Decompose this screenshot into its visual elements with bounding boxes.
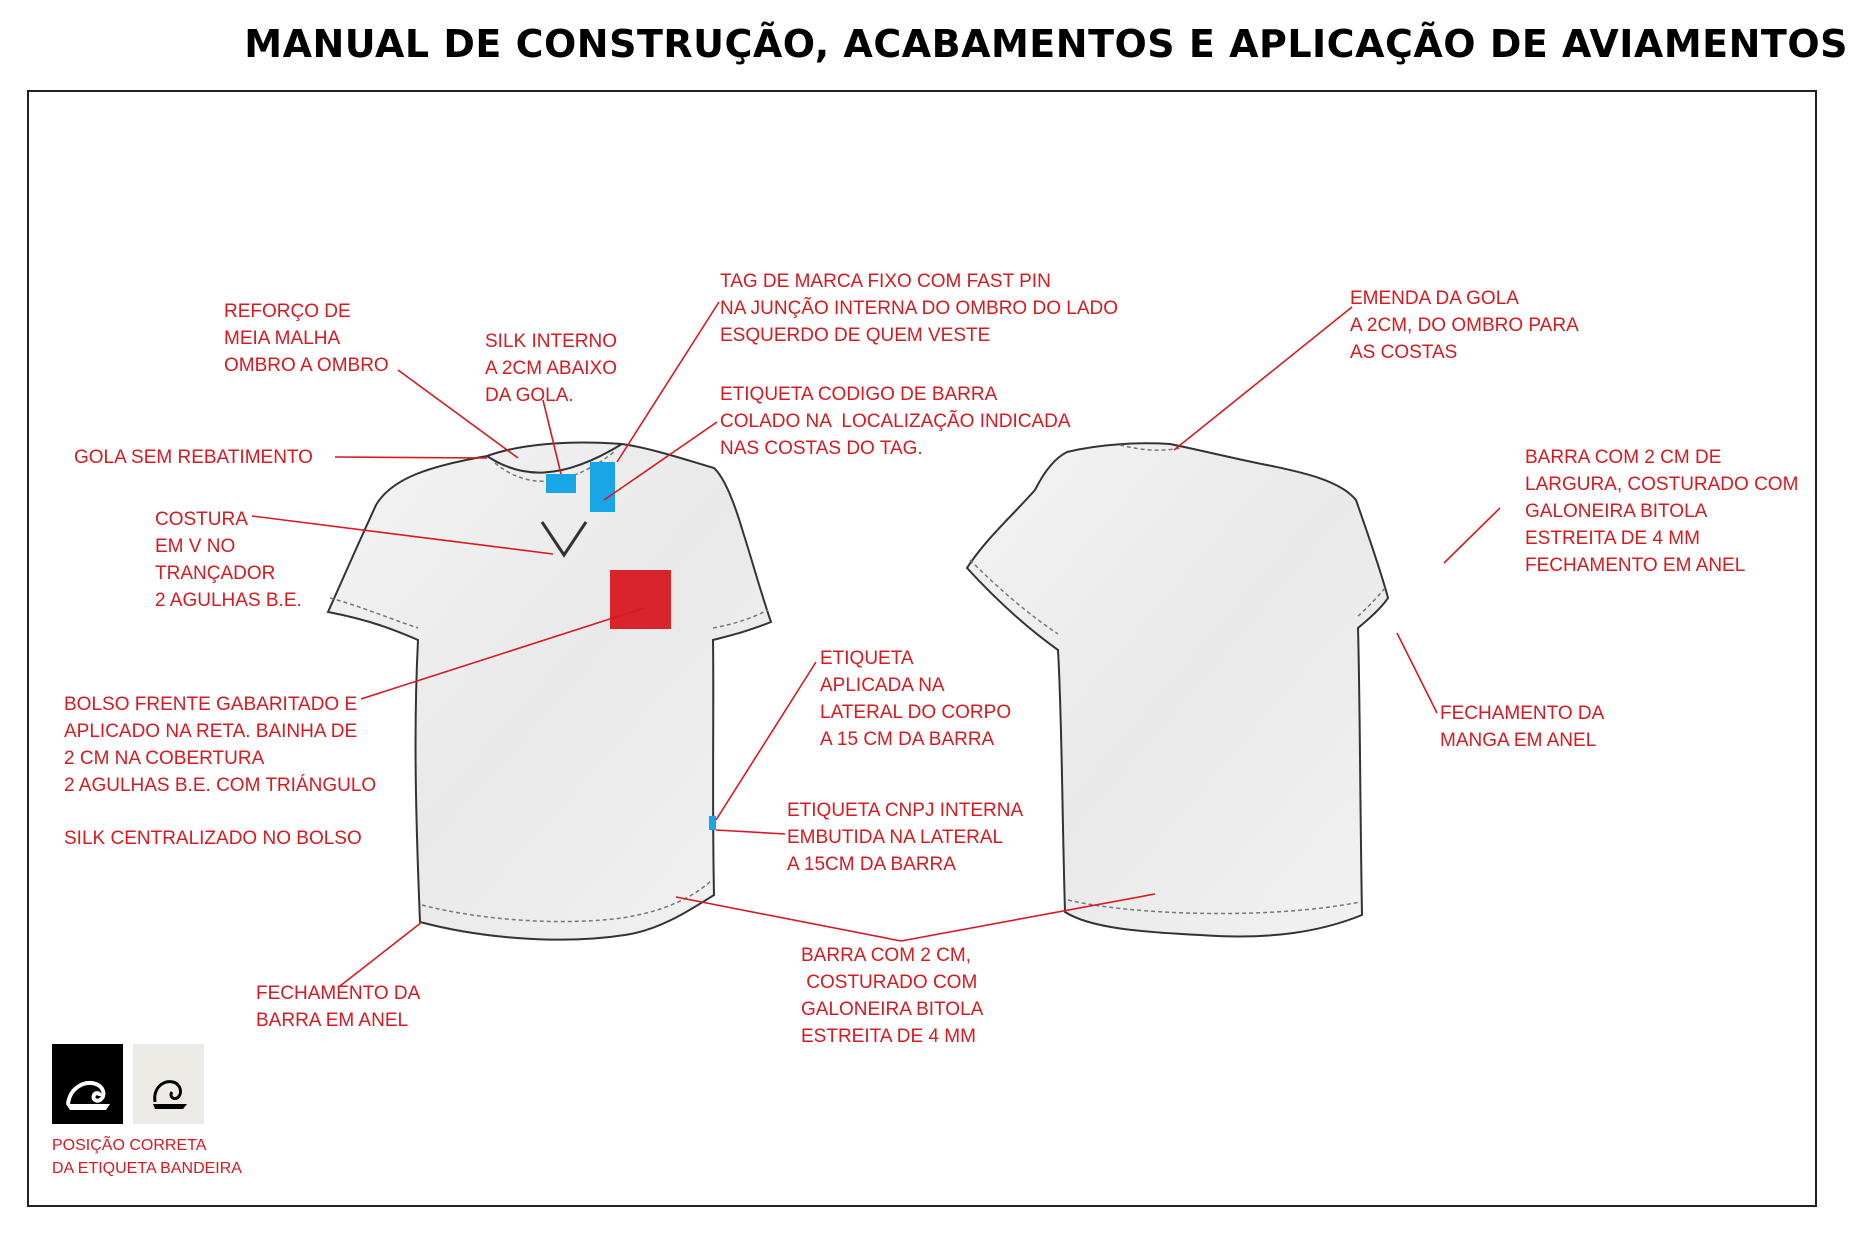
note-fechamento-barra: FECHAMENTO DA BARRA EM ANEL [256,983,421,1031]
quiksilver-wave-icon [133,1044,204,1124]
flag-label-caption: POSIÇÃO CORRETA DA ETIQUETA BANDEIRA [52,1137,242,1177]
side-label [709,816,716,830]
note-barra-corpo: BARRA COM 2 CM, COSTURADO COM GALONEIRA BITOLA ESTREITA DE 4 MM [801,945,984,1047]
note-costura: COSTURA EM V NO TRANÇADOR 2 AGULHAS B.E. [155,509,302,611]
note-etiqueta-lateral: ETIQUETA APLICADA NA LATERAL DO CORPO A 15 CM DA BARRA [820,648,1012,750]
note-silk-interno: SILK INTERNO A 2CM ABAIXO DA GOLA. [485,331,617,406]
note-silk-bolso: SILK CENTRALIZADO NO BOLSO [64,828,362,849]
back-tshirt [967,443,1388,936]
quiksilver-logo-icon [52,1044,123,1124]
note-fechamento-manga: FECHAMENTO DA MANGA EM ANEL [1440,703,1605,751]
internal-silk-mark [546,474,576,493]
front-pocket [610,570,671,629]
flag-label-white [133,1044,204,1124]
brand-tag [590,462,615,512]
note-bolso: BOLSO FRENTE GABARITADO E APLICADO NA RETA. BAINHA DE 2 CM NA COBERTURA 2 AGULHAS B.E. COM TRIÁNGULO [64,694,377,796]
page-title: MANUAL DE CONSTRUÇÃO, ACABAMENTOS E APLICAÇÃO DE AVIAMENTOS [244,22,1848,66]
note-reforco: REFORÇO DE MEIA MALHA OMBRO A OMBRO [224,301,389,376]
note-tag-marca: TAG DE MARCA FIXO COM FAST PIN NA JUNÇÃO INTERNA DO OMBRO DO LADO ESQUERDO DE QUEM VESTE [720,271,1118,346]
note-emenda-gola: EMENDA DA GOLA A 2CM, DO OMBRO PARA AS COSTAS [1350,288,1579,363]
front-tshirt [328,443,771,940]
flag-label-black [52,1044,123,1124]
note-etiqueta-cnpj: ETIQUETA CNPJ INTERNA EMBUTIDA NA LATERAL A 15CM DA BARRA [787,800,1024,875]
note-barra-manga: BARRA COM 2 CM DE LARGURA, COSTURADO COM GALONEIRA BITOLA ESTREITA DE 4 MM FECHAMENTO EM ANEL [1525,447,1799,576]
note-gola: GOLA SEM REBATIMENTO [74,447,313,468]
note-etiqueta-codigo: ETIQUETA CODIGO DE BARRA COLADO NA LOCALIZAÇÃO INDICADA NAS COSTAS DO TAG. [720,384,1071,459]
